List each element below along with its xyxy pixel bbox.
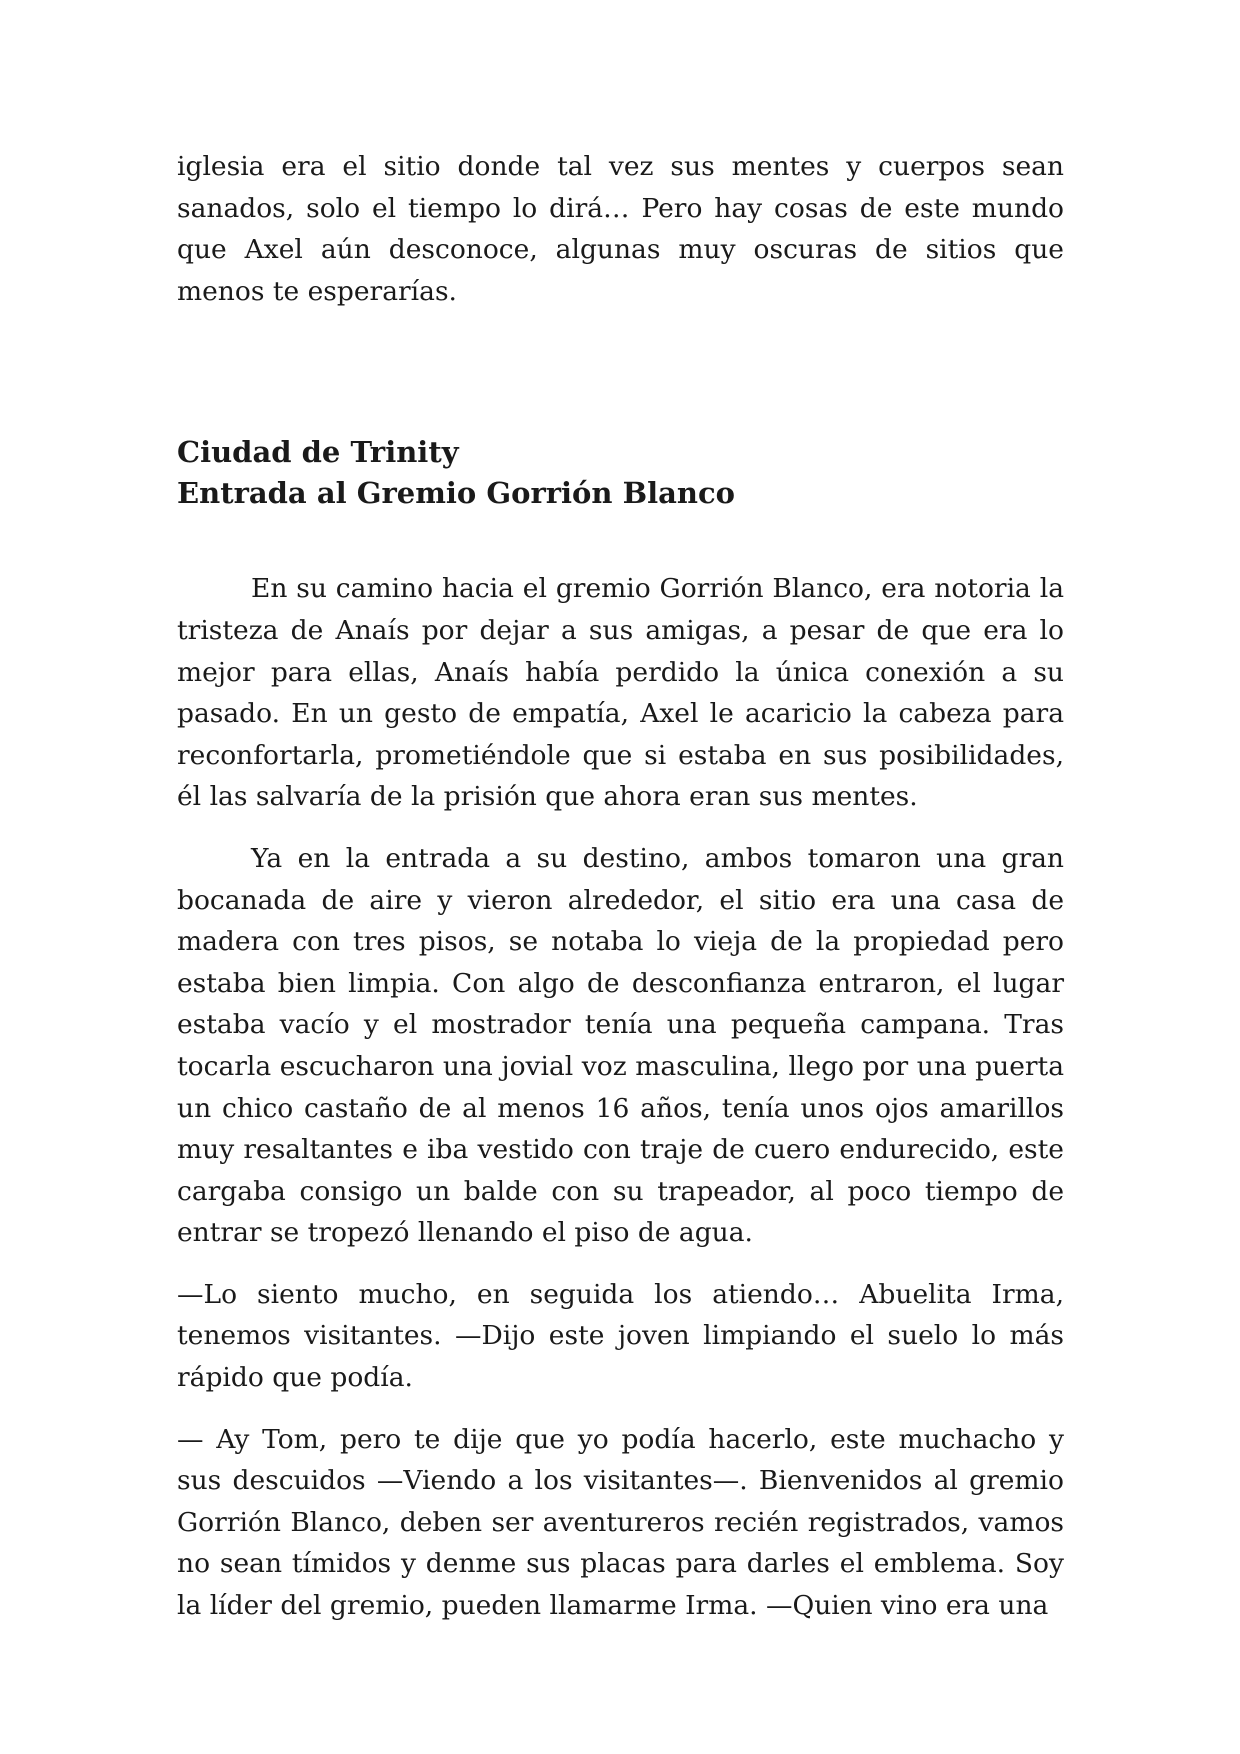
heading-location: Entrada al Gremio Gorrión Blanco <box>177 476 735 511</box>
heading-city: Ciudad de Trinity <box>177 435 459 470</box>
paragraph-dialogue-2: — Ay Tom, pero te dije que yo podía hacerlo, este muchacho y sus descuidos —Viendo a los visitantes—. Bienvenidos al gremio Gorrión Blanco, deben ser aventureros recién registrados, vamos no sean tímidos y denme sus placas para darles el emblema. Soy la líder del gremio, pueden llamarme Irma. —Quien vino era una <box>177 1423 1064 1622</box>
paragraph-1: En su camino hacia el gremio Gorrión Blanco, era notoria la tristeza de Anaís por dejar a sus amigas, a pesar de que era lo mejor para ellas, Anaís había perdido la única conexión a su pasado. En un gesto de empatía, Axel le acaricio la cabeza para reconfortarla, prometiéndole que si estaba en sus posibilidades, él las salvaría de la prisión que ahora eran sus mentes. <box>177 573 1064 813</box>
section-heading <box>177 432 1064 514</box>
document-page <box>177 146 1064 1627</box>
paragraph-dialogue-1: —Lo siento mucho, en seguida los atiendo… Abuelita Irma, tenemos visitantes. —Dijo este joven limpiando el suelo lo más rápido que podía. <box>177 1278 1064 1394</box>
paragraph-continuation: iglesia era el sitio donde tal vez sus mentes y cuerpos sean sanados, solo el tiempo lo dirá… Pero hay cosas de este mundo que Axel aún desconoce, algunas muy oscuras de sitios que menos te esperarías. <box>177 151 1064 307</box>
paragraph-2: Ya en la entrada a su destino, ambos tomaron una gran bocanada de aire y vieron alrededor, el sitio era una casa de madera con tres pisos, se notaba lo vieja de la propiedad pero estaba bien limpia. Con algo de desconfianza entraron, el lugar estaba vacío y el mostrador tenía una pequeña campana. Tras tocarla escucharon una jovial voz masculina, llego por una puerta un chico castaño de al menos 16 años, tenía unos ojos amarillos muy resaltantes e iba vestido con traje de cuero endurecido, este cargaba consigo un balde con su trapeador, al poco tiempo de entrar se tropezó llenando el piso de agua. <box>177 842 1064 1249</box>
